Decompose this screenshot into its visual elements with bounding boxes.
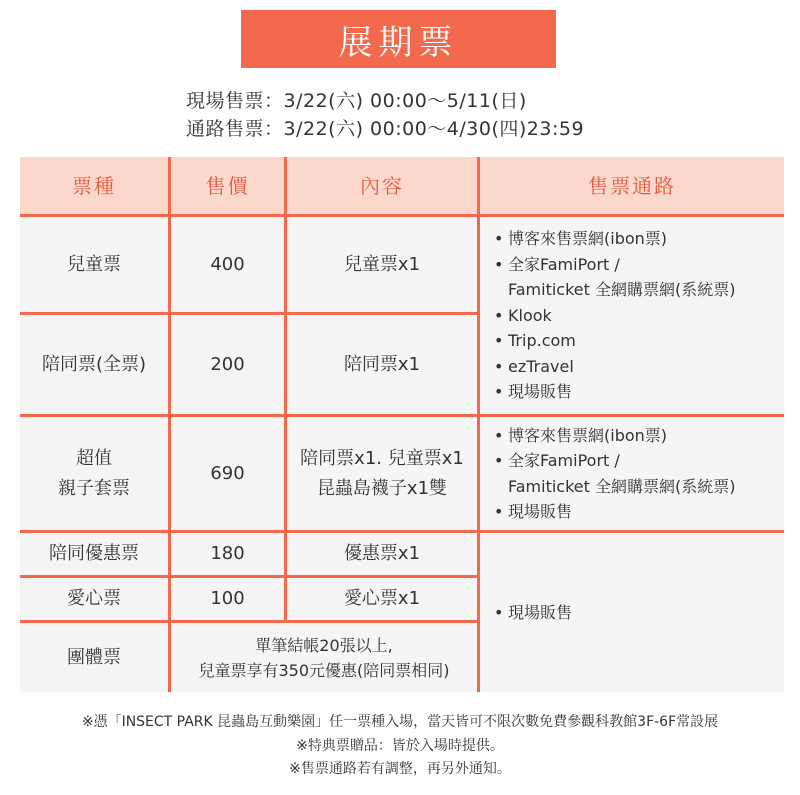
ticket-type: 兒童票 (20, 217, 168, 312)
ticket-content: 愛心票x1 (287, 578, 477, 620)
channel-item: • Trip.com (494, 331, 576, 351)
header-price: 售價 (171, 157, 284, 214)
header-ticket-type: 票種 (20, 157, 168, 214)
channel-item: • Klook (494, 305, 552, 325)
ticket-price: 690 (171, 417, 284, 530)
header-channels: 售票通路 (480, 157, 784, 214)
ticket-type: 團體票 (20, 623, 168, 692)
channel-item: Famiticket 全網購票網(系統票) (508, 476, 736, 496)
ticket-content: 優惠票x1 (287, 533, 477, 575)
footnote: ※特典票贈品：皆於入場時提供。 (296, 738, 504, 754)
page-title: 展期票 (241, 10, 556, 68)
ticket-price: 200 (171, 315, 284, 414)
channel-item: • 全家FamiPort / (494, 254, 620, 274)
channel-item: • 現場販售 (494, 602, 573, 622)
ticket-price: 180 (171, 533, 284, 575)
channel-item: • 博客來售票網(ibon票) (494, 229, 668, 249)
channel-item: • 博客來售票網(ibon票) (494, 425, 668, 445)
channel-item: • ezTravel (494, 356, 574, 376)
ticket-content: 兒童票x1 (287, 217, 477, 312)
channel-list (480, 533, 784, 692)
channel-item: • 全家FamiPort / (494, 451, 620, 470)
ticket-content: 陪同票x1. 兒童票x1 昆蟲島襪子x1雙 (287, 417, 477, 530)
footnote: ※憑「INSECT PARK 昆蟲島互動樂園」任一票種入場，當天皆可不限次數免費參觀科教館3F-6F常設展 (81, 714, 719, 730)
footnote: ※售票通路若有調整，再另外通知。 (289, 761, 511, 777)
group-ticket-note: 單筆結帳20張以上, 兒童票享有350元優惠(陪同票相同) (171, 623, 477, 692)
ticket-price: 400 (171, 217, 284, 312)
channel-item: Famiticket 全網購票網(系統票) (508, 280, 736, 300)
ticket-content: 陪同票x1 (287, 315, 477, 414)
channel-item: • 現場販售 (494, 502, 573, 521)
onsite-sale-period: 現場售票：3/22(六) 00:00～5/11(日) (186, 90, 527, 112)
ticket-type: 陪同優惠票 (20, 533, 168, 575)
channel-sale-period: 通路售票：3/22(六) 00:00～4/30(四)23:59 (186, 118, 585, 140)
channel-list (480, 217, 784, 414)
ticket-price: 100 (171, 578, 284, 620)
channel-item: • 現場販售 (494, 382, 573, 402)
ticket-type: 陪同票(全票) (20, 315, 168, 414)
channel-list (480, 417, 784, 530)
ticket-type: 超值 親子套票 (20, 417, 168, 530)
header-content: 內容 (287, 157, 477, 214)
ticket-type: 愛心票 (20, 578, 168, 620)
ticket-table (20, 157, 784, 692)
